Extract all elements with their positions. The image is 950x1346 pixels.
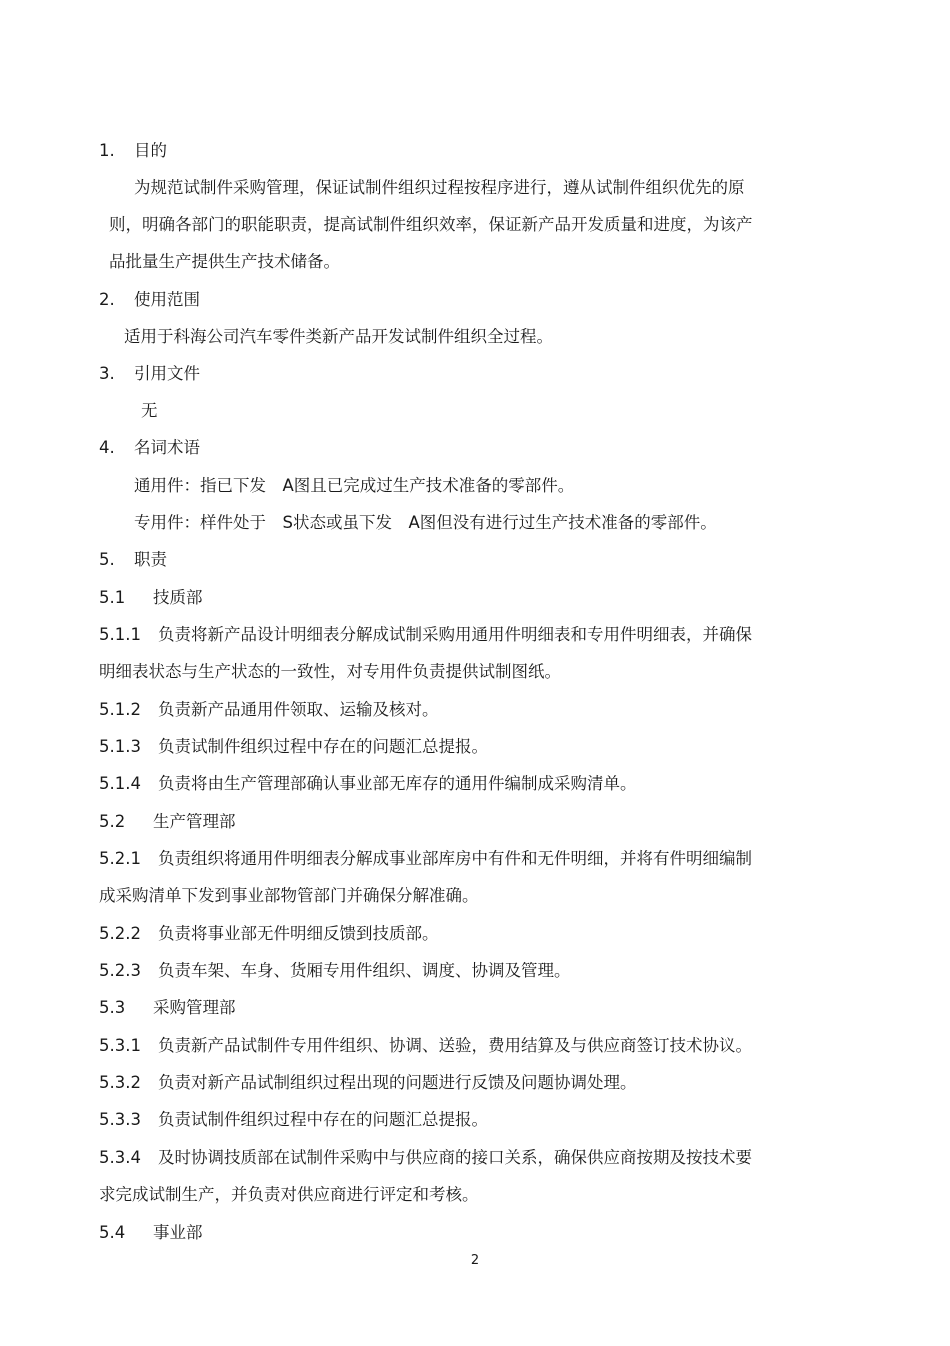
section-number: 1. <box>99 141 115 160</box>
clause-number: 5.1.2 <box>99 700 141 719</box>
clause-number: 5.1.3 <box>99 737 141 756</box>
clause-number: 5.2.1 <box>99 849 141 868</box>
section-title: 名词术语 <box>134 438 200 457</box>
section-number: 3. <box>99 364 115 383</box>
paragraph-line: 则，明确各部门的职能职责，提高试制件组织效率，保证新产品开发质量和进度，为该产 <box>109 215 753 234</box>
clause-number: 5.3.3 <box>99 1110 141 1129</box>
paragraph-line: 适用于科海公司汽车零件类新产品开发试制件组织全过程。 <box>124 327 553 346</box>
section-title: 引用文件 <box>134 364 200 383</box>
subsection-title: 采购管理部 <box>153 998 236 1017</box>
clause-text: 负责试制件组织过程中存在的问题汇总提报。 <box>158 737 488 756</box>
subsection-number: 5.1 <box>99 588 126 607</box>
clause-continuation: 明细表状态与生产状态的一致性，对专用件负责提供试制图纸。 <box>99 662 561 681</box>
paragraph-line: 无 <box>141 401 158 420</box>
subsection-title: 事业部 <box>153 1223 203 1242</box>
clause-text: 负责新产品通用件领取、运输及核对。 <box>158 700 439 719</box>
section-title: 职责 <box>134 550 167 569</box>
subsection-number: 5.4 <box>99 1223 126 1242</box>
section-number: 5. <box>99 550 115 569</box>
clause-number: 5.3.2 <box>99 1073 141 1092</box>
term-definition: 专用件：样件处于 S状态或虽下发 A图但没有进行过生产技术准备的零部件。 <box>134 513 717 532</box>
section-number: 2. <box>99 290 115 309</box>
section-title: 目的 <box>134 141 167 160</box>
clause-text: 负责将新产品设计明细表分解成试制采购用通用件明细表和专用件明细表，并确保 <box>158 625 752 644</box>
clause-text: 负责对新产品试制组织过程出现的问题进行反馈及问题协调处理。 <box>158 1073 637 1092</box>
subsection-title: 生产管理部 <box>153 812 236 831</box>
clause-text: 负责将事业部无件明细反馈到技质部。 <box>158 924 439 943</box>
term-definition: 通用件：指已下发 A图且已完成过生产技术准备的零部件。 <box>134 476 575 495</box>
subsection-number: 5.2 <box>99 812 126 831</box>
clause-number: 5.2.2 <box>99 924 141 943</box>
section-number: 4. <box>99 438 115 457</box>
section-title: 使用范围 <box>134 290 200 309</box>
clause-continuation: 成采购清单下发到事业部物管部门并确保分解准确。 <box>99 886 479 905</box>
paragraph-line: 品批量生产提供生产技术储备。 <box>109 252 340 271</box>
clause-text: 负责车架、车身、货厢专用件组织、调度、协调及管理。 <box>158 961 571 980</box>
clause-number: 5.1.1 <box>99 625 141 644</box>
clause-text: 及时协调技质部在试制件采购中与供应商的接口关系，确保供应商按期及按技术要 <box>158 1148 752 1167</box>
clause-text: 负责试制件组织过程中存在的问题汇总提报。 <box>158 1110 488 1129</box>
clause-continuation: 求完成试制生产，并负责对供应商进行评定和考核。 <box>99 1185 479 1204</box>
clause-number: 5.2.3 <box>99 961 141 980</box>
subsection-number: 5.3 <box>99 998 126 1017</box>
clause-number: 5.1.4 <box>99 774 141 793</box>
page-number: 2 <box>470 1253 480 1268</box>
clause-text: 负责将由生产管理部确认事业部无库存的通用件编制成采购清单。 <box>158 774 637 793</box>
paragraph-line: 为规范试制件采购管理，保证试制件组织过程按程序进行，遵从试制件组织优先的原 <box>134 178 745 197</box>
clause-text: 负责组织将通用件明细表分解成事业部库房中有件和无件明细，并将有件明细编制 <box>158 849 752 868</box>
clause-number: 5.3.1 <box>99 1036 141 1055</box>
clause-number: 5.3.4 <box>99 1148 141 1167</box>
clause-text: 负责新产品试制件专用件组织、协调、送验，费用结算及与供应商签订技术协议。 <box>158 1036 752 1055</box>
subsection-title: 技质部 <box>153 588 203 607</box>
